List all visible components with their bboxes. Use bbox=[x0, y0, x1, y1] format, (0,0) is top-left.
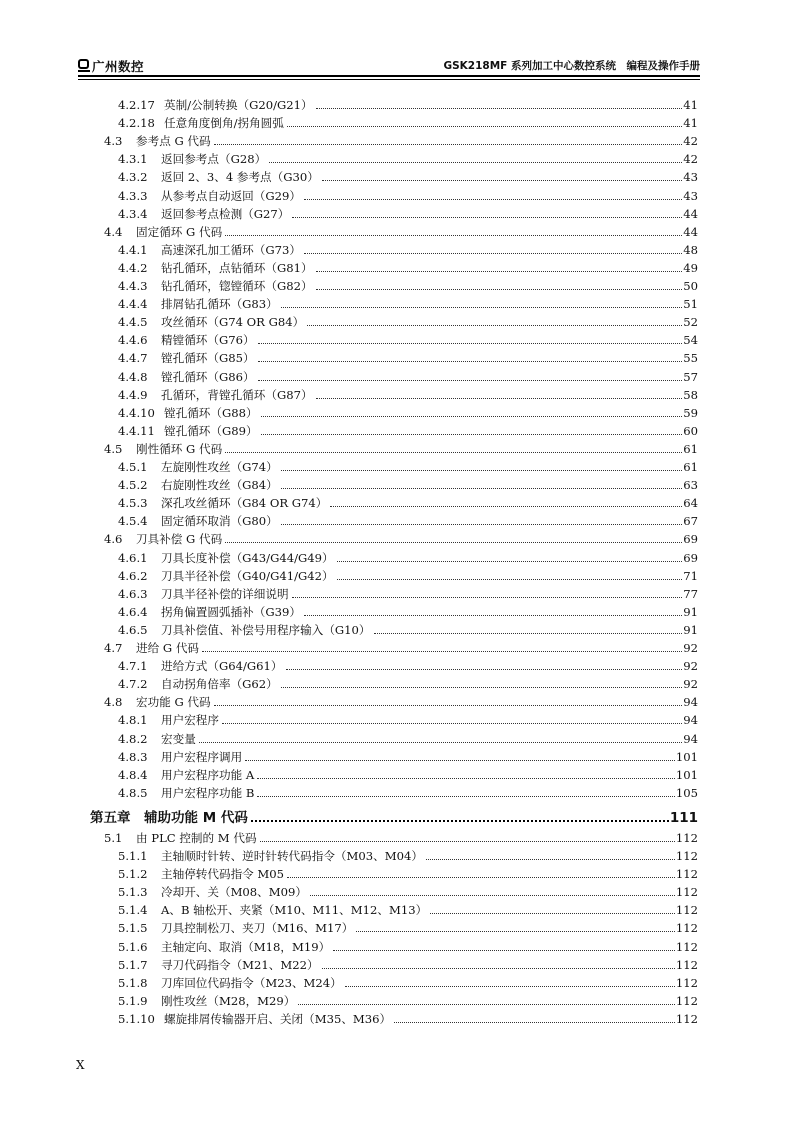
toc-dot-leader bbox=[287, 125, 682, 127]
toc-entry-title: 刀具控制松刀、夹刀（M16、M17） bbox=[161, 921, 354, 936]
toc-entry-page: 105 bbox=[675, 785, 698, 800]
toc-entry[interactable] bbox=[118, 729, 698, 747]
toc-entry[interactable] bbox=[118, 584, 698, 602]
toc-entry-title: 主轴顺时针转、逆时针转代码指令（M03、M04） bbox=[161, 849, 423, 863]
toc-dot-leader bbox=[304, 198, 682, 200]
toc-entry-number: 4.4.9 bbox=[118, 387, 148, 402]
toc-entry-title: 用户宏程序调用 bbox=[161, 749, 243, 764]
toc-entry-page: 41 bbox=[683, 98, 698, 112]
toc-entry[interactable] bbox=[104, 638, 698, 656]
toc-entry-number: 4.4.5 bbox=[118, 315, 148, 330]
toc-dot-leader bbox=[337, 578, 683, 580]
toc-dot-leader bbox=[214, 143, 683, 145]
toc-entry[interactable] bbox=[118, 1009, 698, 1027]
toc-entry[interactable] bbox=[118, 846, 698, 864]
toc-entry[interactable] bbox=[104, 222, 698, 240]
toc-dot-leader bbox=[225, 451, 682, 453]
toc-dot-leader bbox=[316, 288, 683, 290]
toc-entry-title: 固定循环 G 代码 bbox=[136, 224, 223, 239]
toc-entry-page: 42 bbox=[683, 134, 698, 149]
toc-entry[interactable] bbox=[118, 620, 698, 638]
toc-entry[interactable] bbox=[104, 828, 698, 846]
toc-entry-number: 5.1.5 bbox=[118, 921, 148, 936]
toc-entry-title: 由 PLC 控制的 M 代码 bbox=[136, 830, 257, 845]
toc-entry-number: 5.1.6 bbox=[118, 939, 148, 954]
toc-dot-leader bbox=[281, 523, 682, 525]
toc-entry-page: 91 bbox=[683, 622, 698, 637]
toc-entry-page: 112 bbox=[675, 921, 698, 936]
toc-entry-page: 111 bbox=[669, 809, 698, 826]
toc-entry[interactable] bbox=[104, 131, 698, 149]
toc-entry-page: 42 bbox=[683, 152, 698, 167]
toc-dot-leader bbox=[307, 324, 682, 326]
toc-entry-page: 112 bbox=[675, 939, 698, 954]
toc-entry-page: 43 bbox=[683, 170, 698, 185]
toc-entry-title: 冷却开、关（M08、M09） bbox=[161, 885, 307, 900]
toc-dot-leader bbox=[214, 704, 683, 706]
toc-dot-leader bbox=[292, 596, 683, 598]
toc-dot-leader bbox=[225, 541, 682, 543]
toc-entry-page: 44 bbox=[683, 206, 698, 221]
toc-entry[interactable] bbox=[118, 204, 698, 222]
toc-entry[interactable] bbox=[118, 186, 698, 204]
toc-entry[interactable] bbox=[118, 602, 698, 620]
toc-dot-leader bbox=[322, 179, 682, 181]
toc-dot-leader bbox=[286, 668, 683, 670]
toc-entry-number: 4.7.1 bbox=[118, 659, 148, 674]
toc-dot-leader bbox=[199, 741, 682, 743]
toc-entry-number: 4.2.18 bbox=[118, 116, 155, 131]
toc-dot-leader bbox=[245, 759, 675, 761]
toc-entry-page: 52 bbox=[683, 315, 698, 330]
toc-entry-title: 用户宏程序功能 B bbox=[161, 785, 255, 800]
toc-entry-number: 4.3.2 bbox=[118, 170, 148, 185]
toc-entry-page: 112 bbox=[675, 885, 698, 900]
toc-entry-page: 91 bbox=[683, 604, 698, 619]
toc-dot-leader bbox=[281, 306, 682, 308]
toc-entry-title: 精镗循环（G76） bbox=[161, 333, 255, 348]
toc-entry-page: 94 bbox=[683, 713, 698, 728]
toc-dot-leader bbox=[281, 686, 682, 688]
toc-dot-leader bbox=[322, 967, 675, 969]
toc-entry-page: 112 bbox=[675, 830, 698, 845]
toc-entry[interactable] bbox=[118, 783, 698, 801]
toc-entry-page: 67 bbox=[683, 514, 698, 529]
toc-entry-page: 50 bbox=[683, 279, 698, 293]
toc-entry[interactable] bbox=[118, 918, 698, 936]
toc-dot-leader bbox=[316, 270, 683, 272]
toc-entry-number: 4.4.10 bbox=[118, 405, 155, 420]
toc-entry-title: 第五章 辅助功能 M 代码 bbox=[90, 809, 248, 826]
toc-entry-page: 60 bbox=[683, 423, 698, 438]
toc-entry-title: 螺旋排屑传输器开启、关闭（M35、M36） bbox=[164, 1011, 392, 1026]
toc-entry[interactable] bbox=[118, 882, 698, 900]
toc-entry-number: 4.6.2 bbox=[118, 568, 148, 583]
toc-entry-page: 57 bbox=[683, 369, 698, 384]
toc-entry-number: 4.5.2 bbox=[118, 478, 148, 493]
toc-entry-title: 任意角度倒角/拐角圆弧 bbox=[164, 116, 284, 131]
toc-entry-title: 镗孔循环（G86） bbox=[161, 369, 255, 384]
toc-entry-number: 4.4.6 bbox=[118, 333, 148, 348]
toc-entry[interactable] bbox=[118, 548, 698, 566]
toc-entry-number: 4.5.4 bbox=[118, 514, 148, 529]
toc-dot-leader bbox=[304, 252, 682, 254]
toc-entry-title: 刚性循环 G 代码 bbox=[136, 441, 223, 456]
header-rule bbox=[78, 75, 700, 77]
toc-dot-leader bbox=[202, 650, 682, 652]
toc-dot-leader bbox=[426, 858, 675, 860]
toc-entry-title: 孔循环，背镗孔循环（G87） bbox=[161, 387, 313, 402]
toc-entry-page: 71 bbox=[683, 568, 698, 583]
toc-entry[interactable] bbox=[118, 403, 698, 421]
toc-dot-leader bbox=[337, 560, 683, 562]
toc-entry[interactable] bbox=[104, 692, 698, 710]
toc-entry-title: 钻孔循环，锪镗循环（G82） bbox=[161, 279, 313, 293]
toc-dot-leader bbox=[374, 632, 683, 634]
toc-entry-title: 左旋刚性攻丝（G74） bbox=[161, 460, 278, 474]
toc-entry-number: 4.8 bbox=[104, 695, 123, 710]
toc-dot-leader bbox=[281, 469, 682, 471]
toc-dot-leader bbox=[225, 234, 682, 236]
toc-entry-page: 94 bbox=[683, 731, 698, 746]
toc-entry[interactable] bbox=[118, 864, 698, 882]
toc-entry[interactable] bbox=[118, 330, 698, 348]
toc-entry-title: 高速深孔加工循环（G73） bbox=[161, 242, 301, 257]
toc-entry-title: 刀具补偿值、补偿号用程序输入（G10） bbox=[161, 622, 371, 637]
toc-entry[interactable] bbox=[118, 258, 698, 276]
toc-entry-page: 112 bbox=[675, 867, 698, 882]
toc-entry-number: 4.6.5 bbox=[118, 622, 148, 637]
page-header bbox=[78, 56, 700, 76]
toc-entry-page: 61 bbox=[683, 460, 698, 474]
toc-entry-title: 刀具半径补偿的详细说明 bbox=[161, 586, 289, 601]
toc-entry-title: 固定循环取消（G80） bbox=[161, 514, 278, 529]
toc-dot-leader bbox=[292, 216, 682, 218]
toc-entry[interactable] bbox=[118, 493, 698, 511]
toc-dot-leader bbox=[316, 397, 683, 399]
toc-entry-title: 从参考点自动返回（G29） bbox=[161, 188, 301, 203]
toc-entry-page: 51 bbox=[683, 297, 698, 312]
toc-entry-number: 5.1.7 bbox=[118, 957, 148, 972]
toc-entry-number: 4.7.2 bbox=[118, 677, 148, 692]
toc-entry-title: 刀具长度补偿（G43/G44/G49） bbox=[161, 550, 334, 565]
toc-dot-leader bbox=[258, 360, 683, 362]
toc-entry-title: 返回参考点检测（G27） bbox=[161, 206, 290, 221]
toc-dot-leader bbox=[257, 795, 674, 797]
toc-entry-title: 右旋刚性攻丝（G84） bbox=[161, 478, 278, 493]
toc-entry[interactable] bbox=[118, 511, 698, 529]
toc-entry-page: 112 bbox=[675, 903, 698, 918]
toc-entry-page: 101 bbox=[675, 767, 698, 782]
company-logo bbox=[78, 57, 144, 75]
toc-entry-number: 4.2.17 bbox=[118, 98, 155, 112]
toc-entry-number: 4.8.4 bbox=[118, 767, 148, 782]
toc-entry-title: 刚性攻丝（M28，M29） bbox=[161, 993, 296, 1008]
toc-entry-page: 59 bbox=[683, 405, 698, 420]
toc-dot-leader bbox=[330, 505, 682, 507]
toc-dot-leader bbox=[269, 161, 682, 163]
toc-entry-number: 4.5.1 bbox=[118, 460, 148, 474]
toc-entry-title: A、B 轴松开、夹紧（M10、M11、M12、M13） bbox=[161, 903, 428, 918]
toc-entry-number: 4.4.11 bbox=[118, 423, 155, 438]
toc-entry-page: 43 bbox=[683, 188, 698, 203]
toc-entry-page: 92 bbox=[683, 659, 698, 674]
toc-entry[interactable] bbox=[118, 566, 698, 584]
toc-entry[interactable] bbox=[104, 529, 698, 547]
toc-entry[interactable] bbox=[118, 475, 698, 493]
toc-entry-number: 4.3.3 bbox=[118, 188, 148, 203]
toc-entry-number: 4.7 bbox=[104, 641, 123, 655]
toc-entry-title: 镗孔循环（G88） bbox=[164, 405, 258, 420]
toc-entry-title: 宏变量 bbox=[161, 731, 196, 746]
toc-entry-page: 112 bbox=[675, 993, 698, 1008]
toc-dot-leader bbox=[258, 379, 683, 381]
manual-title: GSK218MF 系列加工中心数控系统 编程及操作手册 bbox=[443, 60, 700, 72]
toc-entry-page: 49 bbox=[683, 260, 698, 275]
toc-entry-page: 54 bbox=[683, 333, 698, 348]
toc-entry-page: 69 bbox=[683, 550, 698, 565]
toc-entry-number: 4.5.3 bbox=[118, 496, 148, 511]
toc-entry-title: 进给 G 代码 bbox=[136, 641, 200, 655]
toc-dot-leader bbox=[298, 1003, 674, 1005]
toc-entry-number: 4.8.3 bbox=[118, 749, 148, 764]
toc-dot-leader bbox=[261, 433, 683, 435]
toc-entry-page: 58 bbox=[683, 387, 698, 402]
toc-entry[interactable] bbox=[118, 149, 698, 167]
toc-chapter-entry[interactable] bbox=[90, 804, 698, 826]
toc-dot-leader bbox=[394, 1021, 675, 1023]
toc-entry-number: 4.3.1 bbox=[118, 152, 148, 167]
toc-dot-leader bbox=[430, 912, 675, 914]
toc-entry-number: 5.1 bbox=[104, 830, 123, 845]
toc-entry[interactable] bbox=[118, 656, 698, 674]
toc-entry-title: 用户宏程序功能 A bbox=[161, 767, 255, 782]
toc-entry-page: 61 bbox=[683, 441, 698, 456]
toc-entry[interactable] bbox=[118, 937, 698, 955]
toc-entry-number: 4.6.1 bbox=[118, 550, 148, 565]
toc-dot-leader bbox=[316, 107, 683, 109]
toc-entry-number: 5.1.2 bbox=[118, 867, 148, 882]
toc-entry-page: 92 bbox=[683, 641, 698, 655]
toc-entry-title: 寻刀代码指令（M21、M22） bbox=[161, 957, 319, 972]
toc-entry-title: 返回参考点（G28） bbox=[161, 152, 267, 167]
toc-entry[interactable] bbox=[118, 240, 698, 258]
toc-entry-number: 4.4 bbox=[104, 224, 123, 239]
toc-entry-number: 4.5 bbox=[104, 441, 123, 456]
toc-entry-title: 钻孔循环，点钻循环（G81） bbox=[161, 260, 313, 275]
toc-entry-title: 刀具半径补偿（G40/G41/G42） bbox=[161, 568, 334, 583]
toc-entry-number: 4.4.4 bbox=[118, 297, 148, 312]
toc-entry-page: 44 bbox=[683, 224, 698, 239]
toc-entry-page: 69 bbox=[683, 532, 698, 547]
toc-entry-page: 55 bbox=[683, 351, 698, 366]
toc-entry-page: 63 bbox=[683, 478, 698, 493]
header-rule-thin bbox=[78, 79, 700, 80]
toc-dot-leader bbox=[261, 415, 683, 417]
toc-entry-number: 4.3.4 bbox=[118, 206, 148, 221]
toc-dot-leader bbox=[333, 949, 675, 951]
toc-entry[interactable] bbox=[118, 113, 698, 131]
toc-entry[interactable] bbox=[118, 385, 698, 403]
toc-entry-number: 5.1.3 bbox=[118, 885, 148, 900]
toc-entry-title: 镗孔循环（G89） bbox=[164, 423, 258, 438]
toc-entry-number: 4.3 bbox=[104, 134, 123, 149]
toc-entry-title: 拐角偏置圆弧插补（G39） bbox=[161, 604, 301, 619]
toc-entry-title: 镗孔循环（G85） bbox=[161, 351, 255, 366]
page-number: X bbox=[76, 1058, 85, 1072]
toc-entry[interactable] bbox=[118, 991, 698, 1009]
toc-entry-number: 5.1.1 bbox=[118, 849, 148, 863]
toc-entry-title: 英制/公制转换（G20/G21） bbox=[164, 98, 313, 112]
toc-dot-leader bbox=[251, 819, 669, 822]
toc-dot-leader bbox=[356, 930, 674, 932]
toc-entry[interactable] bbox=[118, 674, 698, 692]
toc-entry-number: 4.4.2 bbox=[118, 260, 148, 275]
gsk-logo-icon bbox=[78, 59, 90, 73]
toc-entry-title: 刀具补偿 G 代码 bbox=[136, 532, 223, 547]
toc-entry[interactable] bbox=[118, 367, 698, 385]
toc-dot-leader bbox=[257, 777, 675, 779]
toc-entry[interactable] bbox=[118, 973, 698, 991]
toc-entry-title: 主轴停转代码指令 M05 bbox=[161, 867, 285, 882]
toc-entry[interactable] bbox=[118, 294, 698, 312]
toc-entry[interactable] bbox=[118, 747, 698, 765]
logo-text: 广州数控 bbox=[92, 59, 145, 74]
toc-dot-leader bbox=[287, 876, 675, 878]
toc-entry-number: 4.6.4 bbox=[118, 604, 148, 619]
toc-dot-leader bbox=[304, 614, 682, 616]
toc-entry-page: 48 bbox=[683, 242, 698, 257]
toc-entry-title: 用户宏程序 bbox=[161, 713, 219, 728]
toc-entry-number: 5.1.9 bbox=[118, 993, 148, 1008]
toc-entry-title: 进给方式（G64/G61） bbox=[161, 659, 283, 674]
toc-entry-number: 4.4.3 bbox=[118, 279, 148, 293]
toc-dot-leader bbox=[260, 840, 675, 842]
toc-entry[interactable] bbox=[118, 312, 698, 330]
toc-entry-number: 4.8.2 bbox=[118, 731, 148, 746]
toc-entry-page: 112 bbox=[675, 1011, 698, 1026]
toc-entry-number: 4.4.7 bbox=[118, 351, 148, 366]
toc-entry-title: 深孔攻丝循环（G84 OR G74） bbox=[161, 496, 328, 511]
toc-entry[interactable] bbox=[118, 710, 698, 728]
toc-entry[interactable] bbox=[104, 439, 698, 457]
toc-entry-title: 参考点 G 代码 bbox=[136, 134, 211, 149]
toc-entry-page: 112 bbox=[675, 975, 698, 990]
toc-entry-number: 5.1.8 bbox=[118, 975, 148, 990]
toc-entry-page: 94 bbox=[683, 695, 698, 710]
toc-entry-title: 攻丝循环（G74 OR G84） bbox=[161, 315, 305, 330]
toc-entry-title: 主轴定向、取消（M18，M19） bbox=[161, 939, 331, 954]
toc-entry-page: 92 bbox=[683, 677, 698, 692]
toc-entry-number: 4.6.3 bbox=[118, 586, 148, 601]
toc-entry-number: 4.4.1 bbox=[118, 242, 148, 257]
toc-entry[interactable] bbox=[118, 167, 698, 185]
toc-dot-leader bbox=[310, 894, 675, 896]
toc-entry-number: 4.4.8 bbox=[118, 369, 148, 384]
toc-entry-title: 宏功能 G 代码 bbox=[136, 695, 211, 710]
toc-entry-number: 5.1.4 bbox=[118, 903, 148, 918]
toc-entry-number: 4.6 bbox=[104, 532, 123, 547]
toc-entry-title: 返回 2、3、4 参考点（G30） bbox=[161, 170, 319, 185]
toc-entry-page: 112 bbox=[675, 849, 698, 863]
toc-entry[interactable] bbox=[118, 955, 698, 973]
toc-entry-page: 77 bbox=[683, 586, 698, 601]
toc-entry[interactable] bbox=[118, 348, 698, 366]
toc-dot-leader bbox=[222, 722, 682, 724]
toc-entry-title: 自动拐角倍率（G62） bbox=[161, 677, 278, 692]
toc-entry[interactable] bbox=[118, 765, 698, 783]
toc-dot-leader bbox=[345, 985, 675, 987]
toc-entry-page: 64 bbox=[683, 496, 698, 511]
toc-entry-title: 刀库回位代码指令（M23、M24） bbox=[161, 975, 342, 990]
toc-entry-title: 排屑钻孔循环（G83） bbox=[161, 297, 278, 312]
toc-entry[interactable] bbox=[118, 457, 698, 475]
toc-entry[interactable] bbox=[118, 421, 698, 439]
toc-entry-page: 112 bbox=[675, 957, 698, 972]
toc-entry-number: 4.8.5 bbox=[118, 785, 148, 800]
toc-dot-leader bbox=[281, 487, 682, 489]
toc-entry-number: 4.8.1 bbox=[118, 713, 148, 728]
toc-entry-page: 101 bbox=[675, 749, 698, 764]
toc-dot-leader bbox=[258, 342, 683, 344]
toc-entry[interactable] bbox=[118, 900, 698, 918]
toc-entry-page: 41 bbox=[683, 116, 698, 131]
toc-entry-number: 5.1.10 bbox=[118, 1011, 155, 1026]
toc-entry[interactable] bbox=[118, 276, 698, 294]
toc-entry[interactable] bbox=[118, 95, 698, 113]
